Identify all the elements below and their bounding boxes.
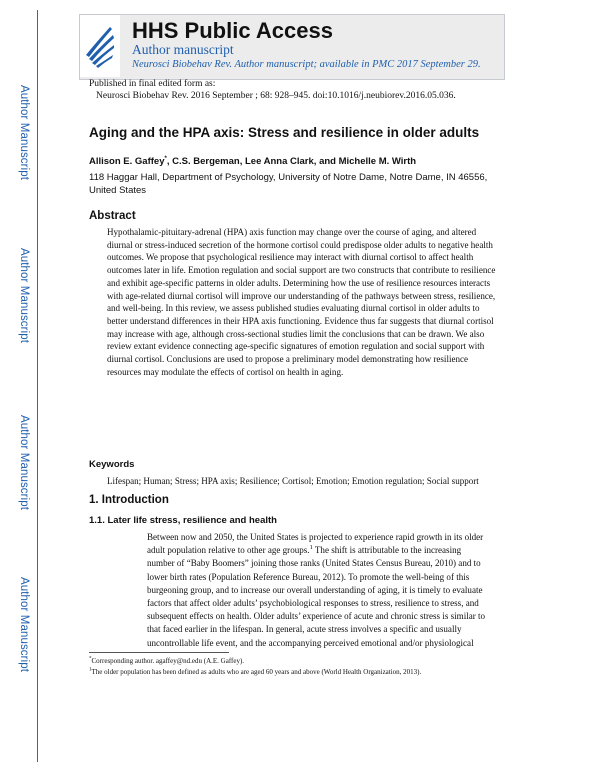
footnote-corresponding: [89, 657, 244, 665]
author-list: [89, 156, 416, 167]
footnote-mark: 1: [89, 667, 92, 673]
intro-text-part1: Between now and 2050, the United States is projected to experience rapid growth in its older adult population relative to other age groups.: [147, 532, 484, 556]
footnote-divider: [89, 652, 229, 653]
hhs-header: [79, 14, 505, 80]
subsection-heading: 1.1. Later life stress, resilience and health: [89, 515, 277, 526]
author-manuscript-label: Author Manuscript: [18, 415, 30, 511]
author-manuscript-label: Author Manuscript: [18, 577, 30, 673]
footnote-ref[interactable]: 1: [309, 544, 313, 552]
abstract-heading: Abstract: [89, 210, 136, 222]
affiliation: 118 Haggar Hall, Department of Psychology, University of Notre Dame, Notre Dame, IN 46556, United States: [89, 172, 488, 196]
intro-paragraph: [147, 531, 491, 650]
keywords-heading: Keywords: [89, 459, 135, 470]
footnote-mark: *: [89, 656, 92, 662]
published-label: Published in final edited form as:: [89, 79, 216, 89]
keywords-text: Lifespan; Human; Stress; HPA axis; Resilience; Cortisol; Emotion; Emotion regulation; Social support: [107, 476, 479, 486]
corresponding-mark: *: [164, 156, 167, 162]
author-first: Allison E. Gaffey: [89, 156, 165, 168]
header-title: HHS Public Access: [132, 18, 333, 43]
footnote-text: Corresponding author. agaffey@nd.edu (A.E. Gaffey).: [91, 657, 245, 665]
intro-text-part2: The shift is attributable to the increasing number of “Baby Boomers” joining those ranks (United States Census Bureau, 2010) and to lower birth rates (Population Reference Bureau, 2012). To promote the well-being of this burgeoning group, and to increase our overall understanding of aging, it is timely to evaluate factors that affect older adults’ psychobiological responses to stress, resilience to stress, and subsequent effects on health. Older adults’ experience of acute and chronic stress is similar to that faced earlier in the lifespan. In general, acute stress involves a specific and usually uncontrollable life event, and the accompanying perceived emotional and/or physiological: [147, 545, 486, 648]
author-manuscript-label: Author Manuscript: [18, 248, 30, 344]
header-journal-line: Neurosci Biobehav Rev. Author manuscript; available in PMC 2017 September 29.: [132, 59, 481, 70]
footnote-1: [89, 668, 421, 676]
abstract-text: Hypothalamic-pituitary-adrenal (HPA) axis function may change over the course of aging, and altered diurnal or stress-induced secretion of the hormone cortisol could predispose older adults to negative health outcomes. We propose that psychological resilience may interact with diurnal cortisol to affect health outcomes later in life. Emotion regulation and social support are two constructs that contribute to resilience and exhibit age-specific patterns in older adults. Determining how the use of resilience resources interacts with age-related diurnal cortisol will improve our understanding of the pathways between stress, resilience, and well-being. In this review, we assess published studies evaluating diurnal cortisol in older adults to better understand differences in their HPA axis functioning. Evidence thus far suggests that diurnal cortisol may increase with age, although cross-sectional studies limit the conclusions that can be drawn. We also review extant evidence connecting age-specific signatures of emotion regulation and social support with diurnal cortisol. Conclusions are used to propose a preliminary model demonstrating how resilience resources may modulate the effects of cortisol on health in aging.: [107, 227, 496, 377]
header-subtitle: Author manuscript: [132, 42, 234, 57]
author-rest: , C.S. Bergeman, Lee Anna Clark, and Michelle M. Wirth: [166, 156, 417, 168]
author-manuscript-label: Author Manuscript: [18, 85, 30, 181]
hhs-eagle-logo-icon: [80, 15, 120, 77]
sidebar-rule: [37, 10, 38, 762]
publication-citation: Neurosci Biobehav Rev. 2016 September ; 68: 928–945. doi:10.1016/j.neubiorev.2016.05.036.: [96, 91, 456, 101]
article-title: Aging and the HPA axis: Stress and resilience in older adults: [89, 125, 480, 140]
footnote-text: The older population has been defined as adults who are aged 60 years and above (World Health Organization, 2013).: [91, 668, 422, 676]
section-heading-introduction: 1. Introduction: [89, 494, 169, 506]
